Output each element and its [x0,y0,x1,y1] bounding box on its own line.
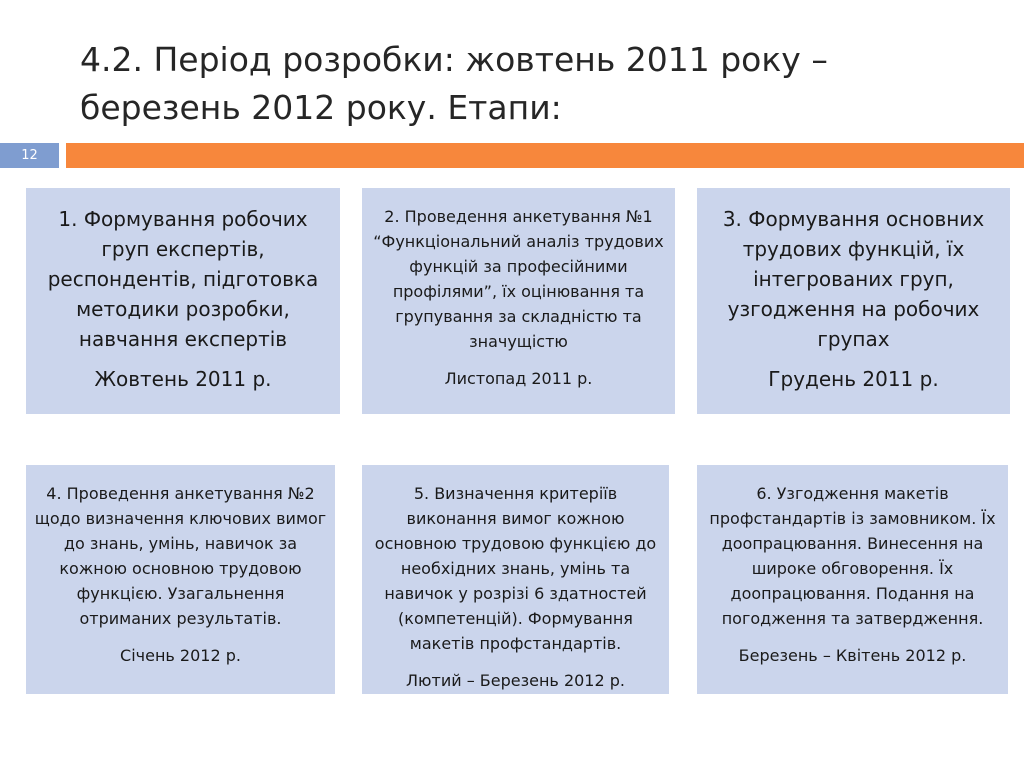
stage-1-date: Жовтень 2011 р. [94,367,272,391]
stage-3-date: Грудень 2011 р. [768,367,939,391]
stage-4-date: Січень 2012 р. [120,646,241,665]
stage-card-3 [697,188,1010,414]
stage-card-2 [362,188,675,414]
stage-1-description: 1. Формування робочих груп експертів, респондентів, підготовка методики розробки, навчання експертів [47,207,319,351]
slide-number: 12 [21,148,38,163]
stage-6-date: Березень – Квітень 2012 р. [738,646,967,665]
stage-card-4 [26,465,335,694]
slide-title: 4.2. Період розробки: жовтень 2011 року – березень 2012 року. Етапи: [80,40,828,127]
stage-2-description: 2. Проведення анкетування №1 “Функціональний аналіз трудових функцій за професійними профілями”, їх оцінювання та групування за складністю та значущістю [373,207,664,351]
stage-card-5 [362,465,669,694]
stage-card-6 [697,465,1008,694]
stage-3-description: 3. Формування основних трудових функцій, їх інтегрованих груп, узгодження на робочих групах [722,207,985,351]
slide-number-badge [0,143,59,168]
stage-2-date: Листопад 2011 р. [444,369,593,388]
stage-5-date: Лютий – Березень 2012 р. [406,671,625,690]
stage-card-1 [26,188,340,414]
header-accent-bar [66,143,1024,168]
stage-6-description: 6. Узгодження макетів профстандартів із замовником. Їх доопрацювання. Винесення на широке обговорення. Їх доопрацювання. Подання на погодження та затвердження. [709,484,996,628]
stage-5-description: 5. Визначення критеріїв виконання вимог кожною основною трудовою функцією до необхідних знань, умінь та навичок у розрізі 6 здатностей (компетенцій). Формування макетів профстандартів. [374,484,657,653]
stage-4-description: 4. Проведення анкетування №2 щодо визначення ключових вимог до знань, умінь, навичок за кожною основною трудовою функцією. Узагальнення отриманих результатів. [34,484,327,628]
